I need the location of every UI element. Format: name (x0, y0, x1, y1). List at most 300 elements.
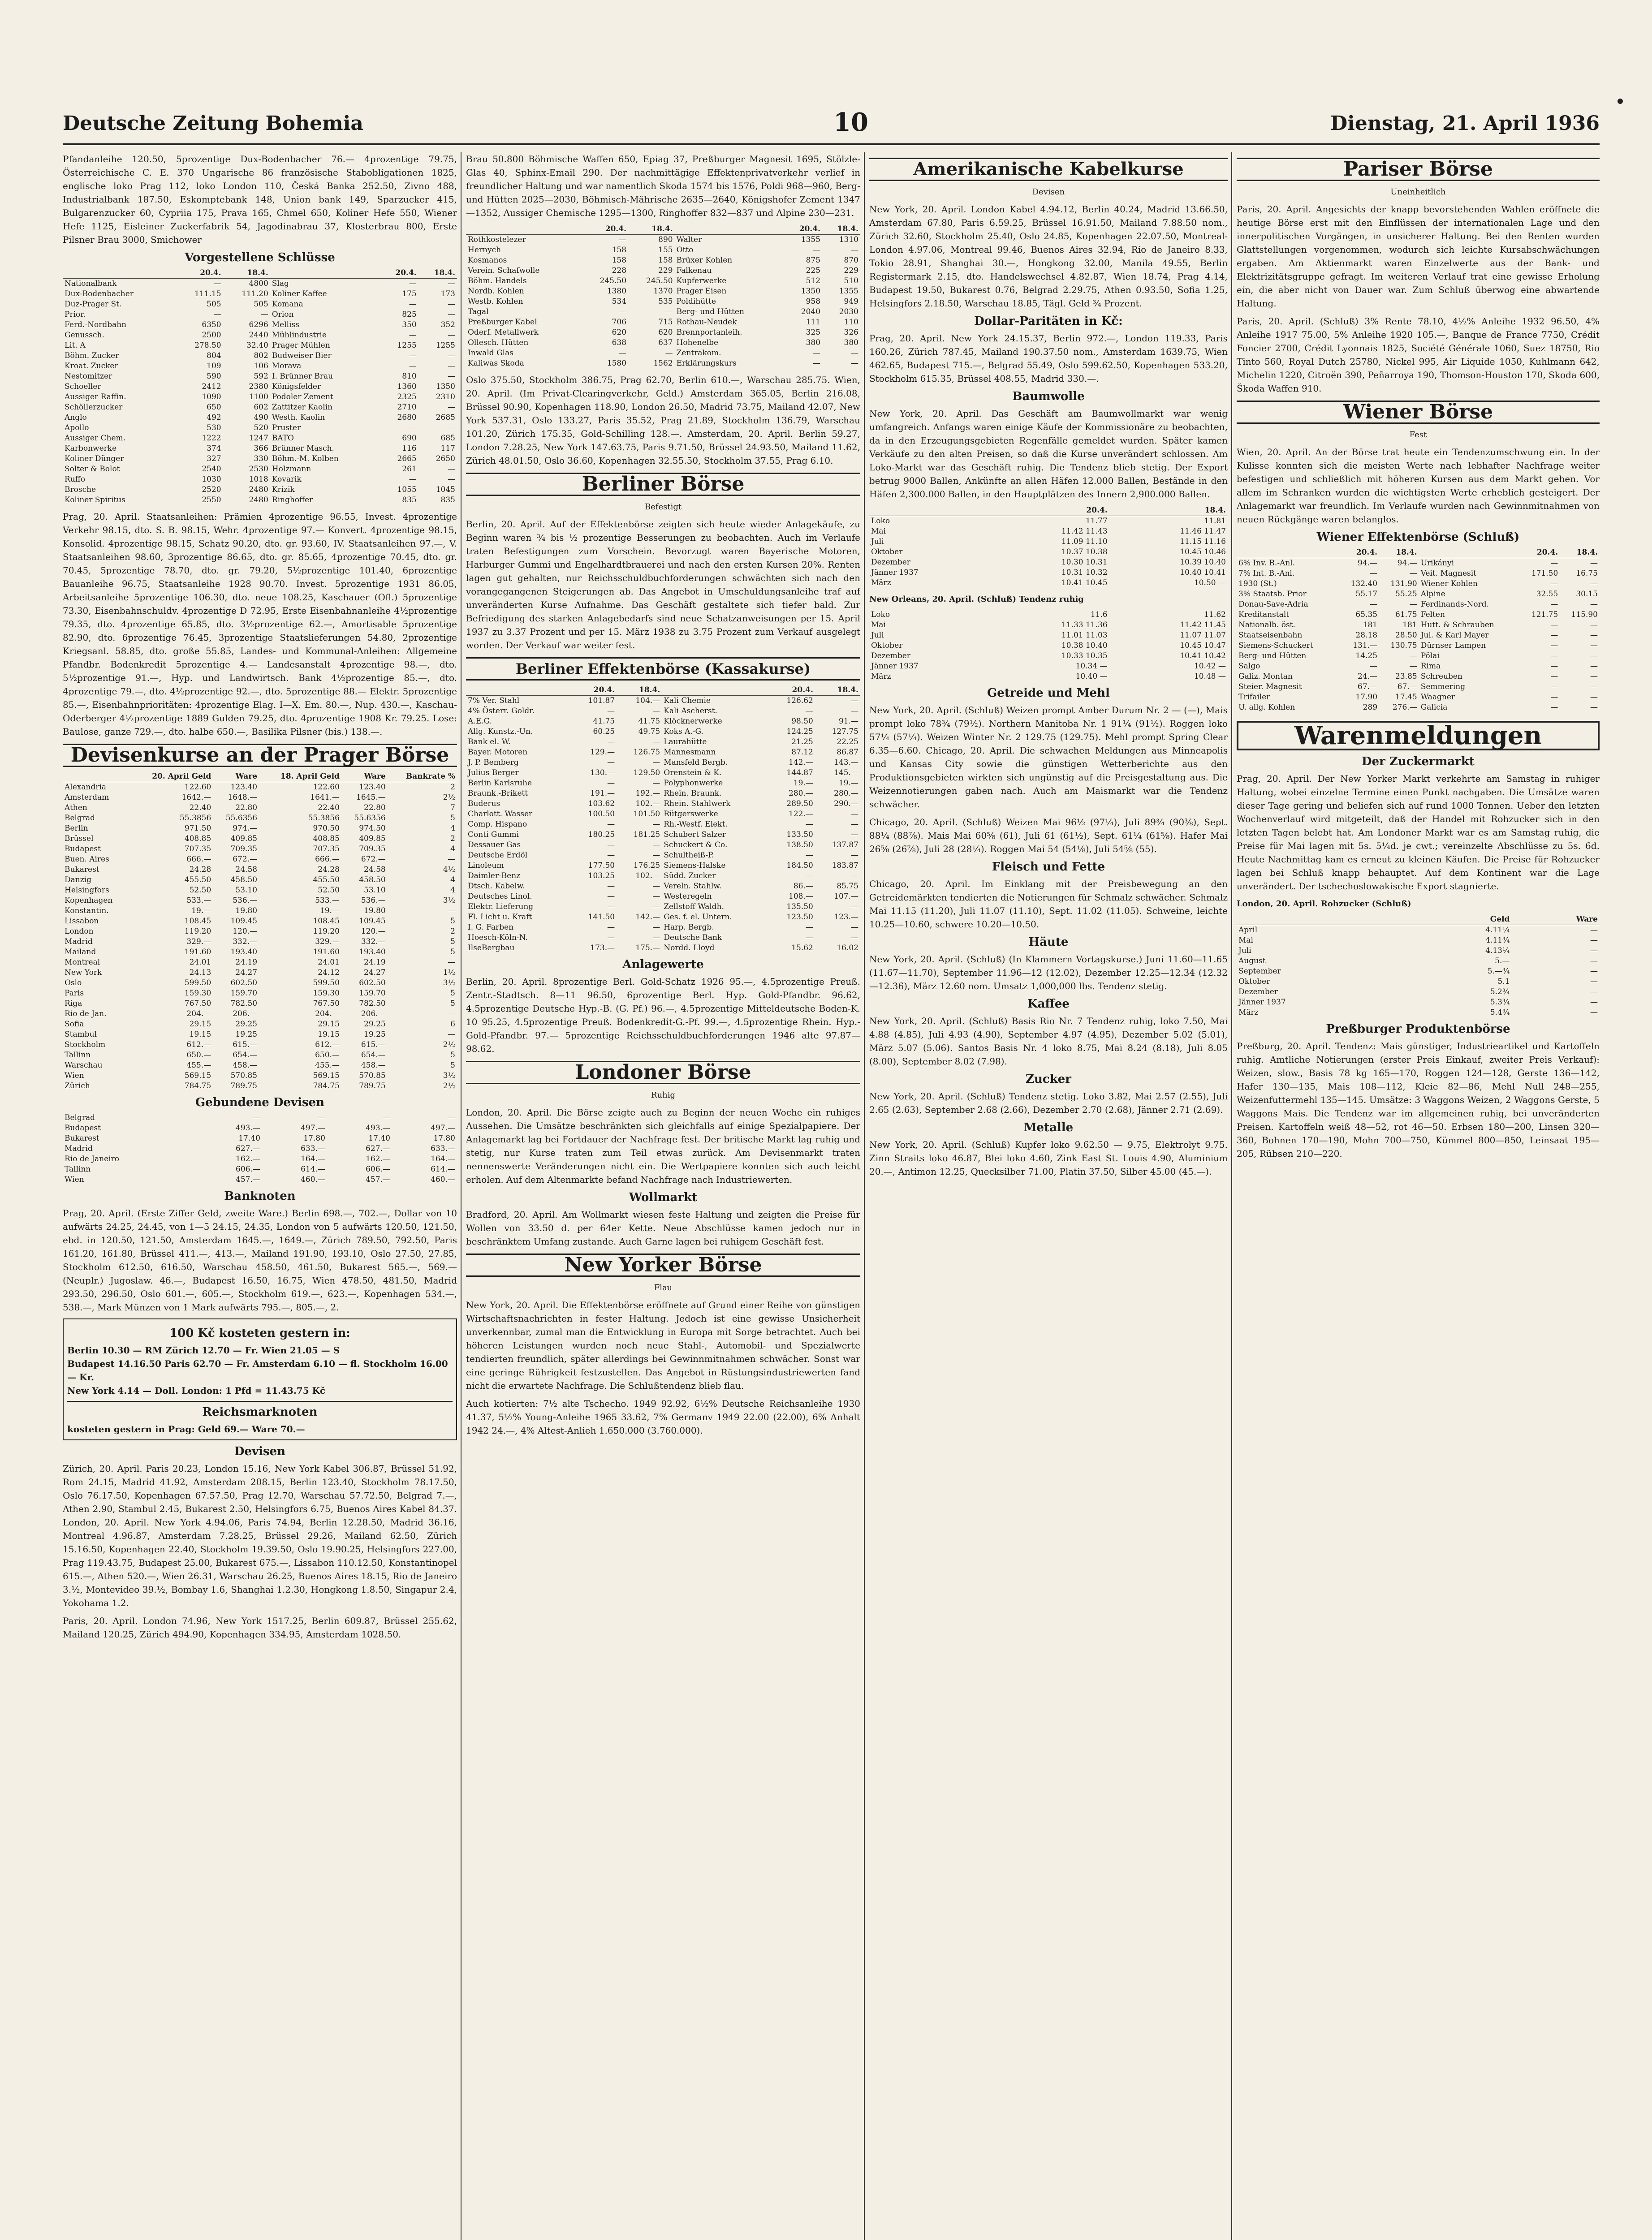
table-row (63, 371, 457, 382)
table-cell: 620 (658, 328, 673, 337)
table-cell: Rhein. Stahlwerk (664, 799, 731, 808)
table-cell: 2310 (436, 392, 455, 401)
table-cell: 29.15 (318, 1020, 340, 1029)
table-header-cell: Bankrate % (388, 771, 457, 782)
table-cell: 19.25 (235, 1030, 258, 1039)
table-cell: 350 (402, 320, 417, 329)
table-cell: 408.85 (184, 834, 211, 843)
table-cell: 17.80 (303, 1134, 325, 1143)
table-row (1237, 610, 1600, 620)
anlagewerte-title: Anlagewerte (622, 958, 704, 971)
table-cell: 11.46 11.47 (1180, 527, 1226, 536)
kc-box (63, 1318, 457, 1440)
table-cell: 11.42 11.45 (1180, 620, 1226, 629)
table-cell: — (1590, 579, 1598, 588)
table-cell: 55.6356 (225, 814, 258, 823)
table-cell: Solter & Bolot (65, 465, 120, 474)
table-row (1237, 692, 1600, 702)
table-cell: 332.— (361, 937, 386, 946)
table-row (63, 495, 457, 505)
table-cell: 164.— (431, 1154, 455, 1163)
table-cell: 615.— (233, 1040, 258, 1049)
table-row (869, 620, 1228, 630)
table-cell: 4 (450, 824, 455, 833)
table-row (1237, 641, 1600, 651)
table-cell: 614.— (301, 1165, 325, 1174)
table-row (63, 854, 457, 865)
table-row (63, 474, 457, 485)
table-row (466, 696, 860, 706)
table-cell: 1355 (801, 235, 821, 244)
table-cell: Polyphonwerke (664, 779, 723, 788)
table-cell: — (448, 1030, 455, 1039)
table-cell: Rütgerswerke (664, 810, 718, 818)
table-cell: 672.— (233, 855, 258, 864)
table-cell: 654.— (233, 1051, 258, 1060)
table-cell: 23.85 (1395, 672, 1417, 681)
table-cell: 533.— (315, 896, 340, 905)
table-cell: 60.25 (593, 727, 615, 736)
table-cell: Orenstein & K. (664, 768, 722, 777)
table-cell: — (448, 351, 455, 360)
table-row (1237, 925, 1600, 936)
table-cell: 24.01 (189, 958, 211, 967)
table-cell: Belgrad (65, 1113, 95, 1122)
table-cell: Pölai (1420, 651, 1440, 660)
table-cell: Kaliwas Skoda (468, 359, 524, 368)
table-cell: 4 (450, 886, 455, 895)
table-row (1237, 579, 1600, 589)
table-cell: 497.— (431, 1124, 455, 1133)
table-cell: 5.—¾ (1487, 967, 1510, 976)
london-rohzucker-title: London, 20. April. Rohzucker (Schluß) (1237, 899, 1411, 909)
table-header-cell (662, 685, 770, 696)
table-cell: 707.35 (184, 844, 211, 853)
table-cell: 98.50 (791, 717, 813, 726)
table-cell: — (1590, 600, 1598, 609)
table-row (63, 413, 457, 423)
table-cell: 510 (844, 276, 858, 285)
table-cell: 87.12 (791, 748, 813, 757)
berliner-boerse-text: Berlin, 20. April. Auf der Effektenbörse zeigten sich heute wieder Anlagekäufe, zu Beginn waren ¾ bis ½ prozentige Besserungen zu beobachten. Auch im Verlaufe traten Befestigungen zum Vorschein. Bevorzugt waren Bayerische Motoren, Harburger Gummi und Engelhardtbrauerei und nach den ersten Kursen 20%. Renten lagen gut gehalten, nur Reichsschuldbuchforderungen schwächten sich nach den vorangegangenen Steigerungen ab. Das Angebot in Umschuldungsanleihe traf auf unveränderten Kurse Aufnahme. Das Geschäft gestaltete sich tiefer bald. Zur Befriedigung des starken Anlagebedarfs sind neue Schatzanweisungen per 15. April 1937 zu 3.37 Prozent und per 15. März 1938 zu 3.75 Prozent zum Verkauf ausgelegt worden. Der Verkauf war weiter fest. (466, 519, 860, 650)
table-cell: 4.11¼ (1485, 926, 1510, 935)
new-orleans-table (869, 610, 1228, 682)
table-cell: 280.— (834, 789, 858, 798)
table-cell: Bayer. Motoren (468, 748, 528, 757)
dollar-paritaeten-text: Prag, 20. April. New York 24.15.37, Berlin 972.—, London 119.33, Paris 160.26, Zürich 787.45, Mailand 190.37.50 nom., Amsterdam 1639.75, Wien 462.65, Budapest 715.—, Belgrad 55.49, Oslo 599.62.50, Kopenhagen 533.20, Stockholm 615.35, Brüssel 408.55, Madrid 330.—. (869, 333, 1228, 384)
table-cell: Brünner Masch. (272, 444, 334, 453)
table-cell: — (448, 906, 455, 915)
binding-hole (1617, 99, 1623, 104)
table-cell: Hohenelbe (676, 338, 719, 347)
table-cell: Paris (65, 989, 84, 998)
table-row (466, 892, 860, 902)
table-cell: 115.90 (1571, 610, 1598, 619)
zuckermarkt-text: Prag, 20. April. Der New Yorker Markt verkehrte am Samstag in ruhiger Haltung, wobei einzelne Termine einen Punkt nachgaben. Die Umsätze waren dieser Tage gering und beliefen sich auf rund 1000 Tonnen. Ueber den letzten Wochenverlauf wird mitgeteilt, daß der Handel mit Rohzucker sich in den letzten Tagen belebt hat. Am Londoner Markt war es am Samstag ruhig, die Preise für Mai lagen mit 5s. 5¼d. je cwt.; vereinzelte Abschlüsse zu 5s. 6d. Heute Nachmittag kam es erneut zu kleinen Käufen. Die Preise für Rohzucker lagen bei Schluß knapp behauptet. Auf dem Kontinent war die Lage unverändert. Der tschechoslowakische Export stagnierte. (1237, 773, 1600, 892)
table-cell: 143.— (834, 758, 858, 767)
londoner-boerse-title: Londoner Börse (466, 1061, 860, 1084)
table-row (1237, 682, 1600, 692)
table-cell: Oktober (871, 547, 903, 556)
table-cell: — (652, 706, 660, 715)
table-cell: Galicia (1420, 703, 1448, 712)
table-cell: Aussiger Chem. (65, 434, 126, 443)
table-cell: Berg- und Hütten (676, 307, 744, 316)
table-header-cell: 18.4. (1379, 547, 1419, 558)
table-cell: Nationalb. öst. (1238, 620, 1295, 629)
table-cell: 52.50 (189, 886, 211, 895)
table-cell: Felten (1420, 610, 1445, 619)
table-row (869, 547, 1228, 557)
table-cell: 10.45 10.47 (1180, 641, 1226, 650)
table-cell: 3½ (443, 1071, 455, 1080)
table-row (869, 672, 1228, 682)
table-cell: Bukarest (65, 1134, 99, 1143)
table-cell: Julius Berger (468, 768, 519, 777)
table-cell: 162.— (236, 1154, 260, 1163)
table-cell: — (409, 362, 417, 370)
table-cell: 2412 (202, 382, 221, 391)
table-cell: 332.— (233, 937, 258, 946)
table-cell: Podoler Zement (272, 392, 333, 401)
table-cell: — (448, 855, 455, 864)
table-row (1237, 702, 1600, 713)
table-cell: 142.— (635, 913, 660, 922)
table-cell: 123.40 (359, 783, 386, 792)
table-cell: 374 (207, 444, 221, 453)
table-cell: 535 (658, 297, 673, 306)
table-cell: — (1590, 998, 1598, 1007)
table-cell: 1645.— (356, 793, 386, 802)
table-cell: Oktober (871, 641, 903, 650)
table-row (466, 799, 860, 809)
table-row (466, 716, 860, 727)
table-cell: J. P. Bemberg (468, 758, 519, 767)
table-cell: Riga (65, 999, 82, 1008)
table-row (63, 464, 457, 474)
table-cell: — (1550, 641, 1558, 650)
table-cell: 19.— (191, 906, 211, 915)
berliner-boerse-sub: Befestigt (644, 502, 682, 512)
table-cell: Lissabon (65, 917, 99, 926)
table-cell: Brüssel (65, 834, 94, 843)
table-cell: 10.39 10.40 (1180, 558, 1226, 567)
table-header-cell (869, 505, 991, 516)
londoner-boerse-text: London, 20. April. Die Börse zeigte auch zu Beginn der neuen Woche ein ruhiges Aussehen. Die Umsätze beschränkten sich gleichfalls auf einige Spezialpapiere. Der Anlagemarkt lag bei Fortdauer der Nachfrage fest. Der britische Markt lag ruhig und stetig, nur Kurse traten zum Teil etwas zurück. Am Devisenmarkt traten nennenswerte Veränderungen nicht ein. Die Wertpapiere konnten sich auch leicht erholen. Auf dem Altenmarkte befand Nachfrage nach Industriewerten. (466, 1107, 860, 1185)
table-cell: Bank el. W. (468, 737, 511, 746)
table-cell: — (1370, 600, 1378, 609)
table-cell: Schoeller (65, 382, 101, 391)
table-cell: 229 (658, 266, 673, 275)
table-cell: 191.60 (313, 948, 340, 956)
table-cell: 137.87 (832, 840, 858, 849)
newyork-boerse-text: New York, 20. April. Die Effektenbörse eröffnete auf Grund einer Reihe von günstigen Wirtschaftsnachrichten in fester Haltung. Jedoch ist eine gewisse Unsicherheit unverkennbar, zumal man die Entwicklung in Europa mit Sorge betrachtet. Auch bei höheren Leistungen wurden noch neue Stahl-, Automobil- und Spezialwerte tendierten freundlich, später allerdings bei Gewinnmitnahmen schwächer. Sonst war eine geringe Rührigkeit festzustellen. Das Angebot in Rüstungsindustriewerten fand nicht die erwartete Nachfrage. Die Schlußtendenz blieb flau. (466, 1300, 860, 1391)
zucker-text: New York, 20. April. (Schluß) Tendenz stetig. Loko 3.82, Mai 2.57 (2.55), Juli 2.65 (2.63), September 2.68 (2.66), Dezember 2.70 (2.68), Jänner 2.71 (2.69). (869, 1091, 1228, 1115)
table-cell: 11.15 11.16 (1180, 537, 1226, 546)
schluesse-title: Vorgestellene Schlüsse (185, 251, 335, 264)
table-cell: 2530 (249, 465, 268, 474)
table-cell: — (448, 362, 455, 370)
table-cell: Hernych (468, 246, 501, 254)
table-cell: Prager Eisen (676, 287, 727, 296)
table-row (466, 809, 860, 819)
table-cell: — (1590, 946, 1598, 955)
table-cell: 180.25 (588, 830, 615, 839)
table-cell: — (813, 349, 821, 358)
table-cell: 181.25 (633, 830, 660, 839)
table-cell: Wien (65, 1175, 84, 1184)
table-cell: 325 (806, 328, 821, 337)
page-number: 10 (833, 108, 868, 137)
table-cell: 120.— (233, 927, 258, 936)
table-cell: — (607, 758, 615, 767)
table-cell: 24.28 (189, 865, 211, 874)
table-cell: 131.— (1353, 641, 1378, 650)
table-cell: — (607, 923, 615, 932)
table-cell: 24.27 (364, 968, 386, 977)
table-cell: — (448, 475, 455, 484)
table-cell: 129.50 (633, 768, 660, 777)
table-cell: Karbonwerke (65, 444, 117, 453)
table-cell: 4 (450, 875, 455, 884)
table-cell: 24.19 (235, 958, 258, 967)
table-cell: 971.50 (184, 824, 211, 833)
table-cell: — (1590, 987, 1598, 996)
table-cell: 173 (440, 289, 455, 298)
table-row (466, 245, 860, 255)
masthead-rule (63, 143, 1600, 145)
table-cell: 5 (450, 948, 455, 956)
table-cell: — (652, 933, 660, 942)
table-cell: 159.30 (184, 989, 211, 998)
table-cell: Melliss (272, 320, 299, 329)
column-1 (63, 152, 457, 2240)
table-cell: 10.34 — (1075, 662, 1108, 671)
table-cell: — (851, 810, 858, 818)
table-cell: 22.40 (318, 803, 340, 812)
table-row (1237, 935, 1600, 946)
table-cell: 245.50 (646, 276, 673, 285)
table-cell: Jänner 1937 (871, 568, 919, 577)
table-cell: 638 (612, 338, 627, 347)
table-row (869, 661, 1228, 672)
table-cell: 767.50 (313, 999, 340, 1008)
table-header-cell (466, 224, 582, 235)
table-header-cell: 20.4. (770, 685, 815, 696)
table-cell: — (1370, 569, 1378, 578)
table-cell: 409.85 (359, 834, 386, 843)
table-cell: 460.— (431, 1175, 455, 1184)
table-cell: 7% Int. B.-Anl. (1238, 569, 1295, 578)
table-cell: — (1590, 662, 1598, 671)
table-cell: Dezember (871, 651, 910, 660)
table-cell: 175.— (635, 943, 660, 952)
table-cell: Donau-Save-Adria (1238, 600, 1308, 609)
zuckermarkt-title: Der Zuckermarkt (1362, 755, 1475, 768)
table-cell: Anglo (65, 413, 87, 422)
table-cell: — (1409, 651, 1417, 660)
table-cell: 458.— (361, 1061, 386, 1070)
kc-box-line: New York 4.14 — Doll. London: 1 Pfd = 11.43.75 Kč (67, 1385, 326, 1396)
table-header-cell: 20. April Geld (130, 771, 213, 782)
table-cell: Mai (871, 527, 886, 536)
table-cell: 19.15 (318, 1030, 340, 1039)
table-cell: 530 (207, 423, 221, 432)
table-cell: Rio de Jan. (65, 1009, 107, 1018)
table-row (466, 912, 860, 922)
table-cell: 141.50 (588, 913, 615, 922)
table-cell: — (1409, 569, 1417, 578)
devisen-table (63, 771, 457, 1091)
table-cell: — (1590, 1008, 1598, 1017)
table-cell: Duz-Prager St. (65, 300, 122, 309)
table-header-cell: 20.4. (991, 505, 1109, 516)
table-cell: Jul. & Karl Mayer (1420, 631, 1489, 640)
table-cell: 1562 (653, 359, 673, 368)
table-cell: — (409, 331, 417, 340)
table-row (869, 610, 1228, 620)
kabelkurse-title: Amerikanische Kabelkurse (869, 158, 1228, 181)
table-cell: 158 (658, 256, 673, 265)
table-row (63, 310, 457, 320)
pariser-boerse-quotes: Paris, 20. April. (Schluß) 3% Rente 78.10, 4½% Anleihe 1932 96.50, 4% Anleihe 1917 75.00, 5% Anleihe 1920 105.—, Banque de France 7750, Crédit Foncier 2700, Crédit Lyonnais 1825, Société Générale 1060, Suez 18750, Rio Tinto 560, Royal Dutch 25780, Nickel 995, Air Liquide 1050, Kuhlmann 642, Michelin 1220, Citroën 390, Peñarroya 190, Thomson-Houston 170, Skoda 600, Škoda Waffen 910. (1237, 316, 1600, 394)
table-cell: 91.— (838, 717, 858, 726)
table-cell: 19.25 (364, 1030, 386, 1039)
table-cell: — (448, 958, 455, 967)
table-cell: 4800 (249, 279, 268, 288)
table-row (63, 1009, 457, 1019)
table-cell: 810 (402, 372, 417, 381)
table-cell: 280.— (789, 789, 813, 798)
anlagewerte-text: Berlin, 20. April. 8prozentige Berl. Gold-Schatz 1926 95.—, 4.5prozentige Preuß. Zentr.-Stadtsch. 8—11 96.50, 6prozentige Berl. Hyp. Gold-Pfandbr. 96.62, 4.5prozentige Deutsche Hyp.-B. (G. Pf.) 96.—, 4.5prozentige Mitteldeutsche Boden-K. 10 95.25, 4.5prozentige Preuß. Bodenkredit-G.-Pf. 99.—, 4.5prozentige Rhein. Hyp.-Gold-Pfandbr. 97.— 5prozentige Reichsschuldbuchforderungen 1946 alte 97.87—98.62. (466, 976, 860, 1054)
table-cell: — (805, 923, 813, 932)
table-cell: 3½ (443, 896, 455, 905)
metalle-title: Metalle (1023, 1121, 1074, 1134)
table-row (466, 317, 860, 327)
table-cell: 100.50 (588, 810, 615, 818)
table-cell: 49.75 (638, 727, 660, 736)
table-cell: 1642.— (181, 793, 211, 802)
table-cell: 24.— (1358, 672, 1378, 681)
table-cell: 10.45 10.46 (1180, 547, 1226, 556)
table-cell: — (1590, 631, 1598, 640)
table-cell: 493.— (366, 1124, 390, 1133)
table-row (1237, 589, 1600, 599)
table-cell: — (607, 737, 615, 746)
kaffee-title: Kaffee (1027, 997, 1070, 1011)
table-cell: Zentrakom. (676, 349, 721, 358)
table-cell: 29.25 (364, 1020, 386, 1029)
table-cell: Loko (871, 610, 890, 619)
table-row (466, 348, 860, 358)
table-cell: 3% Staatsb. Prior (1238, 590, 1307, 599)
table-cell: Hutt. & Schrauben (1420, 620, 1494, 629)
table-cell: 130.— (590, 768, 615, 777)
table-cell: 11.33 11.36 (1061, 620, 1108, 629)
table-cell: 109.45 (359, 917, 386, 926)
table-cell: — (851, 902, 858, 911)
table-cell: Oktober (1238, 977, 1270, 986)
table-cell: 191.— (590, 789, 615, 798)
table-cell: Budweiser Bier (272, 351, 332, 360)
table-header-cell (63, 771, 130, 782)
table-cell: 106 (254, 362, 268, 370)
table-cell: 1641.— (310, 793, 340, 802)
divider (67, 1401, 453, 1402)
table-cell: — (448, 423, 455, 432)
table-cell: Königsfelder (272, 382, 321, 391)
gebundene-devisen-table (63, 1113, 457, 1185)
table-header-cell (466, 685, 571, 696)
table-cell: 706 (612, 318, 627, 327)
table-cell: 1380 (607, 287, 627, 296)
table-row (63, 423, 457, 433)
table-cell: Kosmanos (468, 256, 507, 265)
table-cell: 505 (207, 300, 221, 309)
table-cell: 5 (450, 937, 455, 946)
table-cell: Westh. Kaolin (272, 413, 325, 422)
table-cell: 103.25 (588, 871, 615, 880)
table-cell: 10.48 — (1194, 672, 1226, 681)
table-cell: 11.07 11.07 (1180, 631, 1226, 640)
table-cell: — (213, 310, 221, 319)
table-cell: 2440 (249, 331, 268, 340)
table-cell: 117 (440, 444, 455, 453)
table-cell: 1360 (397, 382, 417, 391)
londoner-boerse-sub: Ruhig (651, 1090, 676, 1100)
table-cell: 1930 (St.) (1238, 579, 1277, 588)
table-cell: Madrid (65, 1144, 93, 1153)
table-cell: 974.— (233, 824, 258, 833)
table-cell: — (1590, 703, 1598, 712)
table-cell: 536.— (361, 896, 386, 905)
table-cell: 159.70 (359, 989, 386, 998)
table-cell: Morava (272, 362, 302, 370)
table-cell: 2040 (801, 307, 821, 316)
table-cell: Otto (676, 246, 694, 254)
table-cell: 835 (440, 495, 455, 504)
table-cell: 1055 (397, 485, 417, 494)
table-cell: A.E.G. (468, 717, 492, 726)
table-cell: — (805, 820, 813, 829)
col2-devisen-text: Oslo 375.50, Stockholm 386.75, Prag 62.70, Berlin 610.—, Warschau 285.75. Wien, 20. April. (Im Privat-Clearingverkehr, Geld.) Amsterdam 365.05, Berlin 216.08, Brüssel 90.90, Kopenhagen 118.90, London 26.50, Madrid 73.75, Mailand 42.07, New York 537.31, Oslo 133.27, Paris 35.52, Prag 21.89, Stockholm 136.79, Warschau 101.20, Zürich 175.35, Gold-Schilling 128.—. Amsterdam, 20. April. Berlin 59.27, London 7.28.25, New York 147.63.75, Paris 9.71.50, Brüssel 24.93.50, Mailand 11.62, Zürich 48.01.50, Oslo 36.60, Kopenhagen 32.55.50, Stockholm 37.55, Prag 6.10. (466, 375, 860, 466)
col2-intro: Brau 50.800 Böhmische Waffen 650, Epiag 37, Preßburger Magnesit 1695, Stölzle-Glas 40, Sphinx-Email 290. Der nachmittägige Effektenprivatverkehr verlief in freundlicher Haltung und war namentlich Skoda 1574 bis 1576, Poldi 968—960, Berg- und Hütten 2025—2030, Böhmisch-Mährische 2635—2640, Königshofer Zement 1347—1352, Aussiger Chemische 1295—1300, Ringhoffer 832—837 und Alpine 230—231. (466, 154, 860, 218)
table-row (63, 299, 457, 310)
dollar-paritaeten-title: Dollar-Paritäten in Kč: (974, 314, 1123, 328)
table-cell: — (409, 300, 417, 309)
table-cell: — (448, 1009, 455, 1018)
london-rohzucker-table (1237, 914, 1600, 1018)
table-cell: — (1550, 651, 1558, 660)
table-row (466, 830, 860, 840)
table-cell: 615.— (361, 1040, 386, 1049)
table-cell: Genussch. (65, 331, 104, 340)
table-row (63, 1060, 457, 1071)
table-row (63, 813, 457, 823)
table-cell: August (1238, 956, 1266, 965)
kaffee-text: New York, 20. April. (Schluß) Basis Rio Nr. 7 Tendenz ruhig, loko 7.50, Mai 4.88 (4.85), Juli 4.93 (4.90), September 4.97 (4.95), Dezember 5.02 (5.01), März 5.07 (5.06). Santos Basis Nr. 4 loko 8.75, Mai 8.24 (8.18), Juli 8.05 (8.00), September 8.02 (7.98). (869, 1016, 1228, 1067)
table-row (1237, 946, 1600, 956)
table-row (63, 1019, 457, 1030)
table-cell: Oderf. Metallwerk (468, 328, 539, 337)
table-cell: 666.— (186, 855, 211, 864)
table-cell: 627.— (236, 1144, 260, 1153)
table-cell: — (665, 307, 673, 316)
table-cell: Berlin (65, 824, 88, 833)
table-cell: 2710 (397, 403, 417, 412)
table-cell: 650.— (186, 1051, 211, 1060)
table-cell: Berg- und Hütten (1238, 651, 1307, 660)
